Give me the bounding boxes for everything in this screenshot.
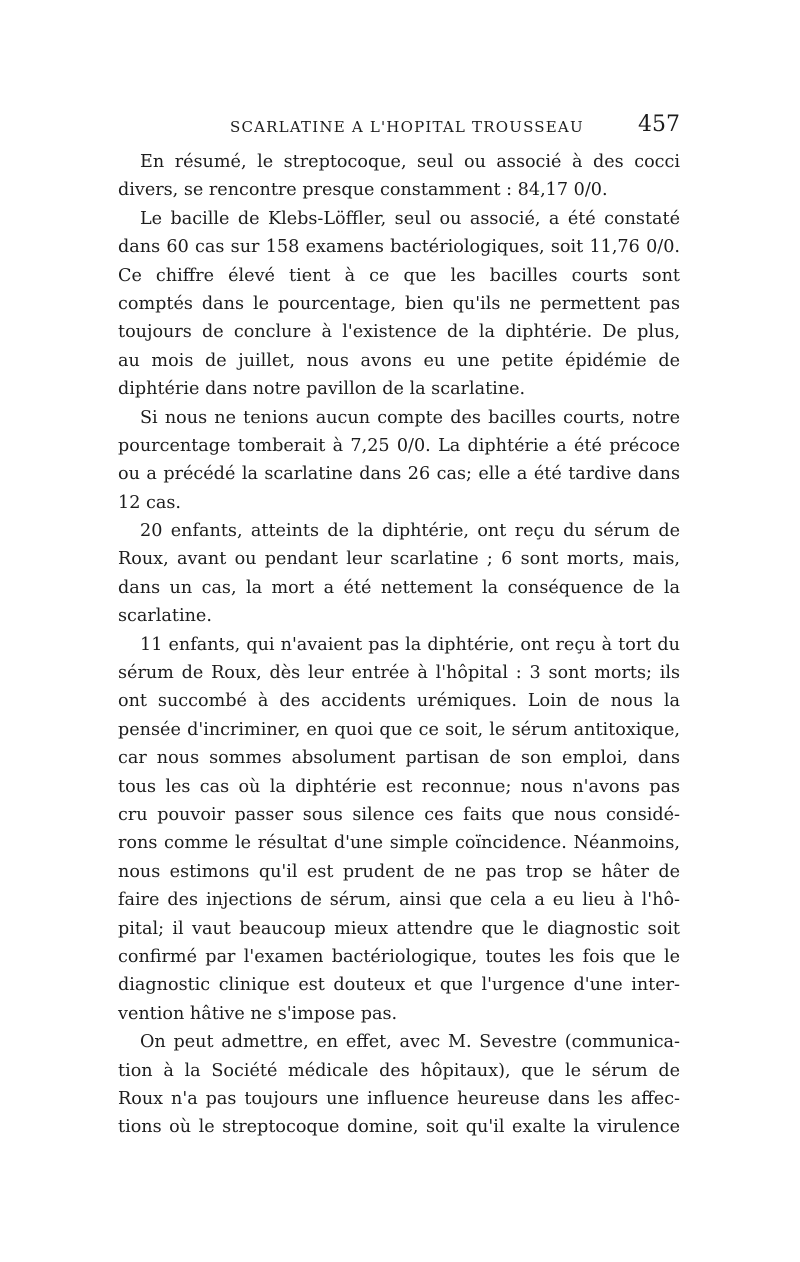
text-line: confirmé par l'examen bactériologique, toutes les fois que le (118, 946, 680, 967)
text-line: pital; il vaut beaucoup mieux attendre que le diagnostic soit (118, 918, 680, 939)
text-line: pourcentage tomberait à 7,25 0/0. La diphtérie a été précoce (118, 435, 680, 456)
text-line: Le bacille de Klebs-Löffler, seul ou associé, a été constaté (140, 208, 680, 229)
text-line: Si nous ne tenions aucun compte des bacilles courts, notre (140, 407, 680, 428)
running-header (118, 112, 680, 142)
text-line: comptés dans le pourcentage, bien qu'ils ne permettent pas (118, 293, 680, 314)
text-line: diphtérie dans notre pavillon de la scarlatine. (118, 379, 526, 400)
text-line: scarlatine. (118, 606, 212, 627)
text-line: 20 enfants, atteints de la diphtérie, ont reçu du sérum de (140, 521, 680, 542)
text-line: vention hâtive ne s'impose pas. (118, 1003, 398, 1024)
text-line: ou a précédé la scarlatine dans 26 cas; elle a été tardive dans (118, 464, 680, 485)
text-line: 11 enfants, qui n'avaient pas la diphtérie, ont reçu à tort du (140, 634, 680, 655)
text-line: divers, se rencontre presque constamment : 84,17 0/0. (118, 180, 608, 201)
text-line: faire des injections de sérum, ainsi que cela a eu lieu à l'hô- (118, 890, 680, 911)
text-line: dans un cas, la mort a été nettement la conséquence de la (118, 577, 680, 598)
running-title: SCARLATINE A L'HOPITAL TROUSSEAU (230, 118, 584, 136)
text-line: nous estimons qu'il est prudent de ne pas trop se hâter de (118, 861, 680, 882)
text-line: pensée d'incriminer, en quoi que ce soit, le sérum antitoxique, (118, 719, 680, 740)
text-line: Ce chiffre élevé tient à ce que les bacilles courts sont (118, 265, 680, 286)
text-line: On peut admettre, en effet, avec M. Sevestre (communica- (140, 1032, 680, 1053)
text-line: dans 60 cas sur 158 examens bactériologiques, soit 11,76 0/0. (118, 237, 680, 258)
text-line: cru pouvoir passer sous silence ces faits que nous considé- (118, 804, 680, 825)
text-line: 12 cas. (118, 492, 181, 513)
text-line: tous les cas où la diphtérie est reconnue; nous n'avons pas (118, 776, 680, 797)
text-line: tion à la Société médicale des hôpitaux), que le sérum de (118, 1060, 680, 1081)
text-line: au mois de juillet, nous avons eu une petite épidémie de (118, 350, 680, 371)
text-line: sérum de Roux, dès leur entrée à l'hôpital : 3 sont morts; ils (118, 663, 680, 684)
page-number: 457 (638, 112, 680, 137)
text-line: tions où le streptocoque domine, soit qu'il exalte la virulence (118, 1117, 680, 1138)
text-line: ont succombé à des accidents urémiques. Loin de nous la (118, 691, 680, 712)
text-line: En résumé, le streptocoque, seul ou associé à des cocci (140, 152, 680, 172)
text-line: Roux, avant ou pendant leur scarlatine ; 6 sont morts, mais, (118, 549, 680, 570)
text-line: Roux n'a pas toujours une influence heureuse dans les affec- (118, 1088, 680, 1109)
text-line: rons comme le résultat d'une simple coïncidence. Néanmoins, (118, 833, 680, 854)
text-line: car nous sommes absolument partisan de son emploi, dans (118, 748, 680, 769)
text-line: toujours de conclure à l'existence de la diphtérie. De plus, (118, 322, 680, 343)
body-text (118, 148, 680, 1142)
text-line: diagnostic clinique est douteux et que l'urgence d'une inter- (118, 975, 680, 996)
